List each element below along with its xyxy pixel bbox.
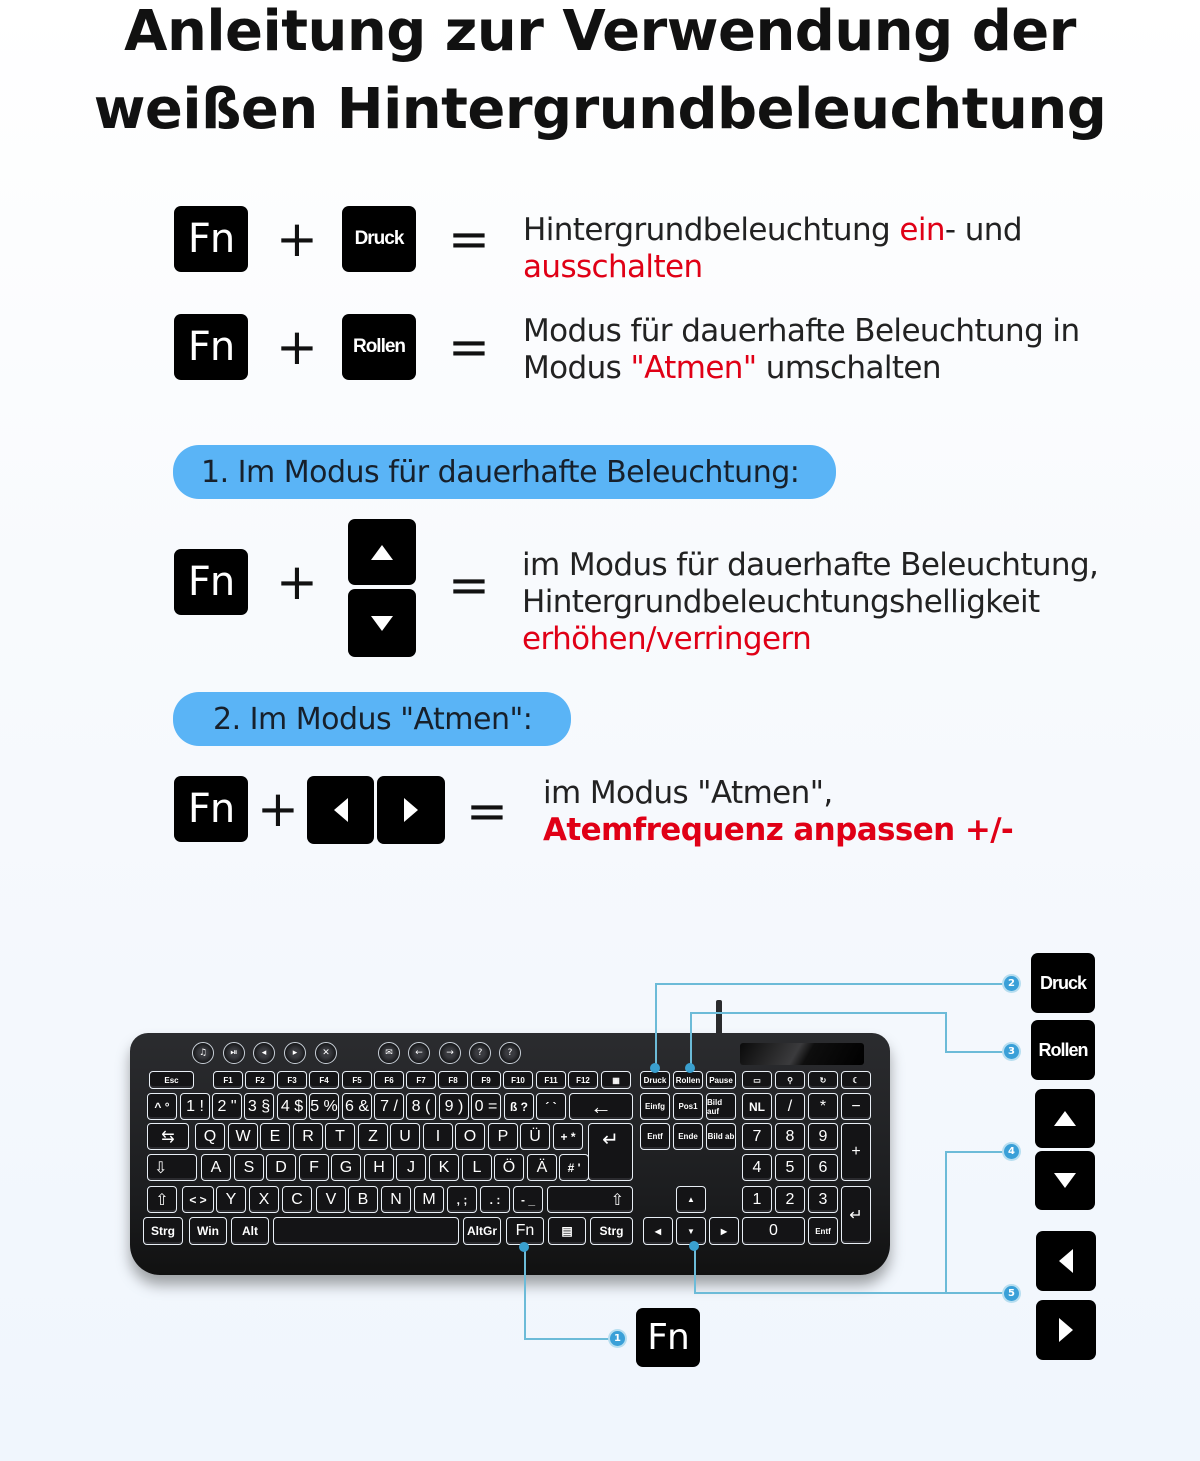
kb-key-f: F [299, 1154, 329, 1181]
kb-key-c: C [282, 1186, 312, 1213]
kb-key-num-0: 0 [742, 1217, 805, 1245]
kb-key-less-greater: < > [182, 1186, 214, 1213]
key-fn: Fn [174, 549, 248, 615]
kb-key-bild-ab: Bild ab [706, 1123, 736, 1150]
kb-key-acute: ´ ` [536, 1093, 566, 1120]
kb-key-0: 0 = [471, 1093, 501, 1120]
kb-key-pause: Pause [706, 1071, 736, 1089]
kb-key-num-multiply: * [808, 1093, 838, 1120]
desc-text: Modus [523, 350, 631, 386]
kb-key-num-5: 5 [775, 1154, 805, 1181]
kb-key-sz: ß ? [504, 1093, 534, 1120]
arrow-up-icon [371, 545, 393, 560]
kb-key-search-icon: ⚲ [775, 1071, 805, 1089]
kb-key-f11: F11 [536, 1071, 566, 1089]
arrow-down-icon [371, 616, 393, 631]
kb-key-f8: F8 [438, 1071, 468, 1089]
callout-key-fn: Fn [636, 1308, 700, 1367]
kb-key-computer-icon: ▭ [742, 1071, 772, 1089]
desc-text: - und [944, 212, 1022, 248]
callout-key-arrow-up [1035, 1089, 1095, 1148]
kb-key-arrow-down: ▼ [676, 1217, 706, 1245]
media-mail-icon: ✉ [378, 1042, 400, 1064]
media-back-icon: ← [408, 1042, 430, 1064]
kb-key-shift-left: ⇧ [147, 1186, 177, 1213]
kb-key-l: L [462, 1154, 492, 1181]
kb-key-ende: Ende [673, 1123, 703, 1150]
kb-key-alt: Alt [231, 1217, 269, 1245]
media-music-icon: ♫ [192, 1042, 214, 1064]
kb-key-num-entf: Entf [808, 1217, 838, 1245]
kb-key-calc: ▦ [601, 1071, 631, 1089]
kb-key-num-enter: ↵ [841, 1186, 871, 1244]
key-arrow-down [348, 589, 416, 657]
callout-line-rollen [690, 1012, 946, 1014]
plus-sign: + [276, 553, 318, 611]
kb-key-5: 5 % [309, 1093, 339, 1120]
callout-line-updown [945, 1151, 947, 1293]
kb-key-num-9: 9 [808, 1123, 838, 1150]
plus-sign: + [276, 318, 318, 376]
section-1-pill: 1. Im Modus für dauerhafte Beleuchtung: [173, 445, 836, 499]
kb-key-num-8: 8 [775, 1123, 805, 1150]
media-search-icon: ? [499, 1042, 521, 1064]
equals-sign: = [448, 318, 490, 376]
kb-key-numlock: NL [742, 1093, 772, 1120]
callout-key-druck: Druck [1031, 953, 1095, 1013]
section-2-description [543, 775, 1143, 849]
combo-2-description [523, 313, 1123, 387]
kb-key-6: 6 & [342, 1093, 372, 1120]
kb-key-strg-right: Strg [590, 1217, 633, 1245]
callout-badge-4: 4 [1004, 1144, 1019, 1159]
media-forward-icon: → [439, 1042, 461, 1064]
callout-key-rollen: Rollen [1031, 1020, 1095, 1080]
desc-highlight: ausschalten [523, 249, 703, 285]
desc-text: im Modus "Atmen", [543, 775, 833, 811]
arrow-down-icon [1054, 1173, 1076, 1188]
kb-key-y: Y [216, 1186, 246, 1213]
keyboard-cable [716, 1000, 722, 1036]
desc-text: umschalten [756, 350, 941, 386]
desc-highlight: ein [899, 212, 945, 248]
kb-key-f2: F2 [245, 1071, 275, 1089]
key-fn: Fn [174, 206, 248, 272]
kb-key-2: 2 " [212, 1093, 242, 1120]
kb-key-f4: F4 [309, 1071, 339, 1089]
desc-text: im Modus für dauerhafte Beleuchtung, [522, 547, 1099, 583]
page-title-line1: Anleitung zur Verwendung der [124, 0, 1076, 64]
callout-line-rollen [945, 1051, 1005, 1053]
kb-key-num-plus: + [841, 1123, 871, 1181]
kb-key-u: U [390, 1123, 420, 1150]
callout-line-leftright [694, 1292, 1006, 1294]
kb-key-win: Win [189, 1217, 227, 1245]
kb-key-minus: - _ [513, 1186, 543, 1213]
kb-key-r: R [293, 1123, 323, 1150]
plus-sign: + [276, 210, 318, 268]
kb-key-arrow-left: ◀ [643, 1217, 673, 1245]
kb-key-fn: Fn [506, 1217, 544, 1245]
kb-key-ae: Ä [527, 1154, 557, 1181]
equals-sign: = [448, 556, 490, 614]
kb-key-bild-auf: Bild auf [706, 1093, 736, 1120]
kb-key-arrow-up: ▲ [676, 1186, 706, 1213]
equals-sign: = [448, 210, 490, 268]
desc-highlight: Atemfrequenz anpassen +/- [543, 812, 1014, 848]
kb-key-f12: F12 [568, 1071, 598, 1089]
desc-text: Hintergrundbeleuchtung [523, 212, 900, 248]
kb-key-num-1: 1 [742, 1186, 772, 1213]
kb-key-shift-right: ⇧ [547, 1186, 633, 1213]
kb-key-8: 8 ( [406, 1093, 436, 1120]
desc-highlight: erhöhen/verringern [522, 621, 812, 657]
kb-key-n: N [381, 1186, 411, 1213]
kb-key-sleep-icon: ☾ [841, 1071, 871, 1089]
media-volume-down-icon: ◂ [253, 1042, 275, 1064]
kb-key-rollen: Rollen [673, 1071, 703, 1089]
kb-key-num-2: 2 [775, 1186, 805, 1213]
media-mute-icon: ✕ [315, 1042, 337, 1064]
kb-key-4: 4 $ [277, 1093, 307, 1120]
key-druck: Druck [342, 206, 416, 272]
kb-key-altgr: AltGr [463, 1217, 501, 1245]
kb-key-oe: Ö [494, 1154, 524, 1181]
kb-key-v: V [316, 1186, 346, 1213]
callout-line-leftright [694, 1245, 696, 1293]
callout-line-druck [655, 983, 657, 1068]
callout-key-arrow-down [1035, 1151, 1095, 1210]
kb-key-q: Q [195, 1123, 225, 1150]
key-fn: Fn [174, 776, 248, 842]
callout-line-rollen [945, 1012, 947, 1052]
kb-key-i: I [423, 1123, 453, 1150]
kb-key-plus: + * [553, 1123, 583, 1150]
kb-key-h: H [364, 1154, 394, 1181]
kb-key-f10: F10 [503, 1071, 533, 1089]
callout-badge-3: 3 [1004, 1044, 1019, 1059]
kb-key-9: 9 ) [439, 1093, 469, 1120]
media-calc-icon: ? [469, 1042, 491, 1064]
kb-key-k: K [429, 1154, 459, 1181]
arrow-left-icon [334, 798, 348, 822]
kb-key-b: B [348, 1186, 378, 1213]
kb-key-hash: # ' [559, 1154, 589, 1181]
kb-key-x: X [249, 1186, 279, 1213]
kb-key-f7: F7 [406, 1071, 436, 1089]
kb-key-g: G [331, 1154, 361, 1181]
callout-badge-1: 1 [610, 1331, 625, 1346]
desc-highlight: "Atmen" [630, 350, 757, 386]
kb-key-a: A [201, 1154, 231, 1181]
callout-line-fn [524, 1245, 526, 1339]
callout-badge-5: 5 [1004, 1286, 1019, 1301]
kb-key-d: D [266, 1154, 296, 1181]
callout-dot-rollen [685, 1063, 695, 1073]
kb-key-e: E [260, 1123, 290, 1150]
combo-1-description [523, 212, 1083, 286]
key-fn: Fn [174, 314, 248, 380]
callout-line-druck [655, 983, 1005, 985]
kb-key-comma: , ; [447, 1186, 477, 1213]
kb-key-7: 7 / [374, 1093, 404, 1120]
section-1-description [522, 547, 1162, 658]
key-arrow-up [348, 519, 416, 585]
kb-key-w: W [228, 1123, 258, 1150]
kb-key-o: O [455, 1123, 485, 1150]
kb-key-s: S [234, 1154, 264, 1181]
kb-key-strg-left: Strg [143, 1217, 183, 1245]
kb-key-f3: F3 [277, 1071, 307, 1089]
kb-key-f5: F5 [342, 1071, 372, 1089]
led-indicator-panel [740, 1043, 864, 1065]
kb-key-num-7: 7 [742, 1123, 772, 1150]
kb-key-num-divide: / [775, 1093, 805, 1120]
kb-key-pos1: Pos1 [673, 1093, 703, 1120]
callout-line-fn [524, 1338, 612, 1340]
callout-line-updown [945, 1151, 1005, 1153]
media-play-pause-icon: ⏯ [223, 1042, 245, 1064]
kb-key-num-minus: − [841, 1093, 871, 1120]
desc-text: Modus für dauerhafte Beleuchtung in [523, 313, 1080, 349]
kb-key-f6: F6 [374, 1071, 404, 1089]
callout-line-rollen [690, 1012, 692, 1068]
desc-text: Hintergrundbeleuchtungshelligkeit [522, 584, 1040, 620]
kb-key-1: 1 ! [180, 1093, 210, 1120]
arrow-right-icon [404, 798, 418, 822]
kb-key-tab: ⇆ [147, 1123, 189, 1150]
kb-key-menu: ▤ [548, 1217, 586, 1245]
section-2-pill: 2. Im Modus "Atmen": [173, 692, 571, 746]
kb-key-arrow-right: ▶ [709, 1217, 739, 1245]
kb-key-druck: Druck [640, 1071, 670, 1089]
kb-key-capslock: ⇩ [147, 1154, 197, 1181]
callout-key-arrow-left [1036, 1231, 1096, 1291]
kb-key-z: Z [358, 1123, 388, 1150]
kb-key-einfg: Einfg [640, 1093, 670, 1120]
kb-key-enter: ↵ [588, 1123, 633, 1181]
kb-key-refresh-icon: ↻ [808, 1071, 838, 1089]
key-arrow-right [377, 776, 445, 844]
kb-key-j: J [396, 1154, 426, 1181]
kb-key-f9: F9 [471, 1071, 501, 1089]
kb-key-p: P [488, 1123, 518, 1150]
kb-key-num-3: 3 [808, 1186, 838, 1213]
kb-key-space [273, 1217, 459, 1245]
kb-key-esc: Esc [149, 1071, 194, 1089]
kb-key-ue: Ü [520, 1123, 550, 1150]
kb-key-3: 3 § [244, 1093, 274, 1120]
kb-key-num-4: 4 [742, 1154, 772, 1181]
kb-key-num-6: 6 [808, 1154, 838, 1181]
callout-dot-fn [519, 1242, 529, 1252]
callout-key-arrow-right [1036, 1300, 1096, 1360]
kb-key-t: T [325, 1123, 355, 1150]
kb-key-backspace: ← [569, 1093, 633, 1120]
key-rollen: Rollen [342, 314, 416, 380]
kb-key-caret: ^ ° [147, 1093, 177, 1120]
equals-sign: = [466, 782, 508, 840]
callout-badge-2: 2 [1004, 976, 1019, 991]
callout-dot-arrows [689, 1241, 699, 1251]
callout-dot-druck [650, 1063, 660, 1073]
page-title-line2: weißen Hintergrundbeleuchtung [93, 77, 1107, 142]
arrow-right-icon [1059, 1318, 1073, 1342]
media-volume-up-icon: ▸ [284, 1042, 306, 1064]
key-arrow-left [307, 776, 374, 844]
plus-sign: + [257, 780, 299, 838]
kb-key-entf: Entf [640, 1123, 670, 1150]
arrow-up-icon [1054, 1111, 1076, 1126]
kb-key-f1: F1 [213, 1071, 243, 1089]
kb-key-period: . : [480, 1186, 510, 1213]
kb-key-m: M [414, 1186, 444, 1213]
arrow-left-icon [1059, 1249, 1073, 1273]
